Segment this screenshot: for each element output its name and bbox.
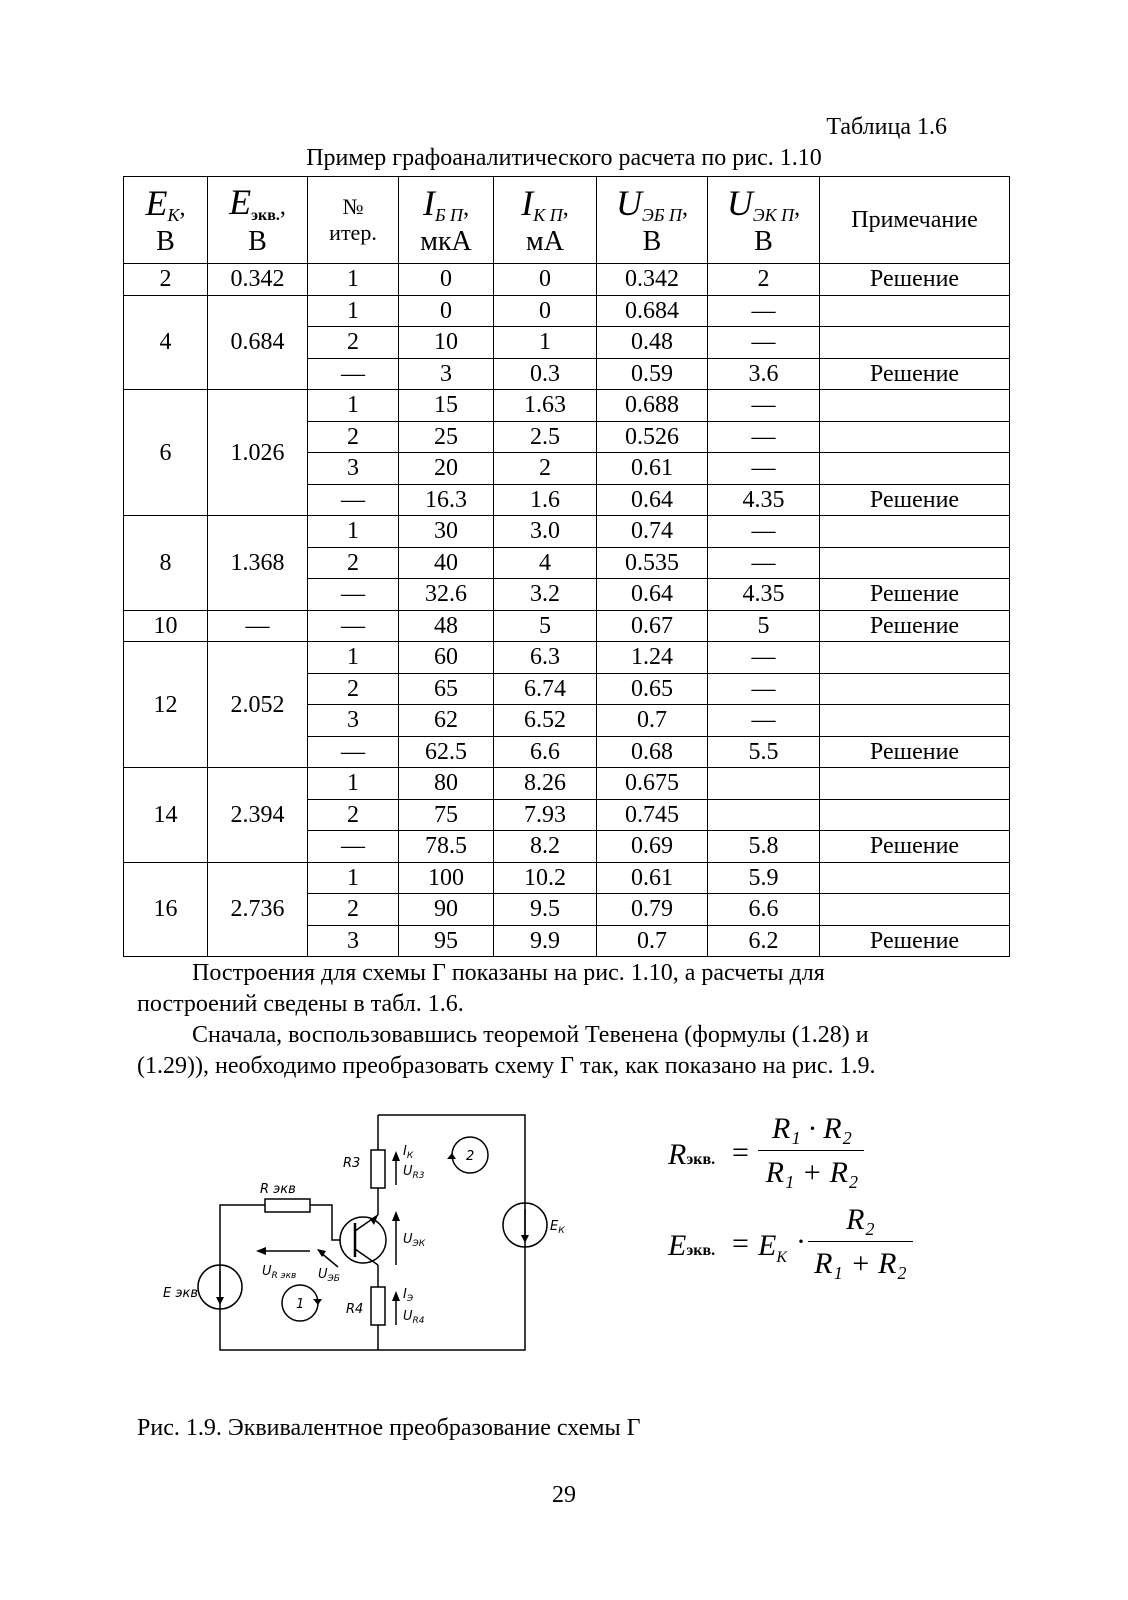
cell-note: Решение <box>820 579 1010 611</box>
cell-ek: 14 <box>124 768 208 863</box>
cell-iter: 1 <box>308 768 399 800</box>
cell-uek: 4.35 <box>708 579 820 611</box>
cell-ueb: 0.61 <box>597 862 708 894</box>
cell-ueb: 0.535 <box>597 547 708 579</box>
cell-uek: — <box>708 642 820 674</box>
cell-iter: — <box>308 484 399 516</box>
cell-note: Решение <box>820 925 1010 957</box>
cell-eekv: 0.684 <box>208 295 308 390</box>
cell-ik: 0.3 <box>494 358 597 390</box>
cell-ueb: 0.342 <box>597 264 708 296</box>
paragraph-1-line-2: построений сведены в табл. 1.6. <box>137 991 464 1017</box>
cell-eekv: 2.394 <box>208 768 308 863</box>
label-ek: $E_К$ <box>550 1219 565 1236</box>
table-row <box>124 862 1010 894</box>
header-ueb: $U_{ЭБ П}$, В <box>597 177 708 264</box>
cell-ik: 10.2 <box>494 862 597 894</box>
page-number: 29 <box>552 1482 576 1508</box>
label-urekv: $U_{R экв}$ <box>262 1264 297 1281</box>
cell-iter: — <box>308 579 399 611</box>
cell-eekv: 2.052 <box>208 642 308 768</box>
header-uek: $U_{ЭК П}$, В <box>708 177 820 264</box>
label-uek: $U_{ЭК}$ <box>403 1232 426 1249</box>
cell-ik: 1.6 <box>494 484 597 516</box>
cell-ueb: 0.69 <box>597 831 708 863</box>
formula-eekv: Eэкв. = $E_К$ · R₂ R₁ + R₂ <box>668 1203 918 1288</box>
cell-ik: 4 <box>494 547 597 579</box>
header-ik: $I_{К П}$, мА <box>494 177 597 264</box>
paragraph-1-line-1: Построения для схемы Г показаны на рис. 1.10, а расчеты для <box>192 960 825 986</box>
header-eekv: Eэкв., В <box>208 177 308 264</box>
cell-ib: 65 <box>399 673 494 705</box>
table-row <box>124 390 1010 422</box>
cell-ib: 0 <box>399 295 494 327</box>
cell-eekv: 0.342 <box>208 264 308 296</box>
cell-iter: 1 <box>308 642 399 674</box>
cell-iter: 2 <box>308 799 399 831</box>
cell-note <box>820 421 1010 453</box>
table-label: Таблица 1.6 <box>826 114 947 140</box>
figure-caption: Рис. 1.9. Эквивалентное преобразование схемы Г <box>137 1415 641 1441</box>
cell-eekv: 2.736 <box>208 862 308 957</box>
cell-iter: 2 <box>308 547 399 579</box>
label-ik: $I_К$ <box>403 1144 414 1161</box>
cell-uek: 5.5 <box>708 736 820 768</box>
cell-uek: 2 <box>708 264 820 296</box>
cell-note <box>820 642 1010 674</box>
cell-uek <box>708 799 820 831</box>
cell-uek: 6.2 <box>708 925 820 957</box>
cell-iter: 2 <box>308 421 399 453</box>
cell-iter: — <box>308 610 399 642</box>
paragraph-2-line-2: (1.29)), необходимо преобразовать схему Г так, как показано на рис. 1.9. <box>137 1053 876 1079</box>
cell-ib: 15 <box>399 390 494 422</box>
cell-ib: 75 <box>399 799 494 831</box>
cell-ueb: 0.675 <box>597 768 708 800</box>
cell-iter: — <box>308 831 399 863</box>
table-row <box>124 264 1010 296</box>
label-rekv: R экв <box>260 1182 296 1197</box>
cell-ueb: 0.684 <box>597 295 708 327</box>
label-r4: R4 <box>346 1302 364 1317</box>
cell-ik: 9.5 <box>494 894 597 926</box>
cell-ik: 3.2 <box>494 579 597 611</box>
cell-ek: 10 <box>124 610 208 642</box>
cell-ek: 8 <box>124 516 208 611</box>
label-ur4: $U_{R4}$ <box>403 1309 425 1326</box>
cell-note <box>820 894 1010 926</box>
cell-note <box>820 453 1010 485</box>
label-eekv: E экв <box>163 1286 198 1301</box>
table-row <box>124 516 1010 548</box>
cell-note: Решение <box>820 831 1010 863</box>
cell-iter: 2 <box>308 894 399 926</box>
cell-iter: 3 <box>308 925 399 957</box>
cell-ueb: 0.65 <box>597 673 708 705</box>
cell-ek: 16 <box>124 862 208 957</box>
cell-uek: 5 <box>708 610 820 642</box>
label-ie: $I_Э$ <box>403 1287 414 1304</box>
cell-ib: 25 <box>399 421 494 453</box>
cell-uek: — <box>708 453 820 485</box>
cell-ek: 2 <box>124 264 208 296</box>
cell-ib: 60 <box>399 642 494 674</box>
cell-ueb: 1.24 <box>597 642 708 674</box>
cell-uek: 5.8 <box>708 831 820 863</box>
cell-ueb: 0.59 <box>597 358 708 390</box>
cell-uek: — <box>708 705 820 737</box>
cell-note <box>820 327 1010 359</box>
cell-ueb: 0.67 <box>597 610 708 642</box>
cell-ib: 10 <box>399 327 494 359</box>
cell-ib: 90 <box>399 894 494 926</box>
cell-ik: 6.6 <box>494 736 597 768</box>
cell-ueb: 0.79 <box>597 894 708 926</box>
label-ueb: $U_{ЭБ}$ <box>318 1267 340 1284</box>
cell-ib: 62.5 <box>399 736 494 768</box>
cell-uek: — <box>708 390 820 422</box>
cell-iter: — <box>308 736 399 768</box>
cell-iter: 1 <box>308 390 399 422</box>
cell-eekv: 1.026 <box>208 390 308 516</box>
cell-note: Решение <box>820 358 1010 390</box>
cell-ik: 5 <box>494 610 597 642</box>
cell-ik: 8.26 <box>494 768 597 800</box>
cell-ueb: 0.526 <box>597 421 708 453</box>
cell-ek: 4 <box>124 295 208 390</box>
cell-iter: 1 <box>308 516 399 548</box>
cell-ik: 0 <box>494 264 597 296</box>
cell-ik: 9.9 <box>494 925 597 957</box>
cell-ueb: 0.64 <box>597 579 708 611</box>
cell-ib: 32.6 <box>399 579 494 611</box>
paragraph-2 <box>137 1020 997 1082</box>
header-note: Примечание <box>820 177 1010 264</box>
cell-ueb: 0.64 <box>597 484 708 516</box>
cell-iter: 2 <box>308 327 399 359</box>
cell-ueb: 0.48 <box>597 327 708 359</box>
paragraph-1 <box>137 958 997 1020</box>
cell-note <box>820 547 1010 579</box>
cell-ib: 95 <box>399 925 494 957</box>
header-ib: $I_{Б П}$, мкА <box>399 177 494 264</box>
cell-ik: 2.5 <box>494 421 597 453</box>
cell-ib: 3 <box>399 358 494 390</box>
cell-note: Решение <box>820 610 1010 642</box>
cell-uek: — <box>708 673 820 705</box>
table-header-row <box>124 177 1010 264</box>
cell-iter: 2 <box>308 673 399 705</box>
cell-ik: 3.0 <box>494 516 597 548</box>
cell-uek: 6.6 <box>708 894 820 926</box>
cell-ik: 0 <box>494 295 597 327</box>
cell-ik: 6.3 <box>494 642 597 674</box>
cell-ueb: 0.68 <box>597 736 708 768</box>
header-ek: $E_К$, В <box>124 177 208 264</box>
cell-ib: 0 <box>399 264 494 296</box>
cell-iter: — <box>308 358 399 390</box>
cell-uek: — <box>708 547 820 579</box>
cell-note <box>820 673 1010 705</box>
cell-ueb: 0.745 <box>597 799 708 831</box>
table-row <box>124 642 1010 674</box>
cell-ib: 16.3 <box>399 484 494 516</box>
cell-ik: 6.52 <box>494 705 597 737</box>
cell-ik: 7.93 <box>494 799 597 831</box>
cell-note <box>820 516 1010 548</box>
cell-ik: 8.2 <box>494 831 597 863</box>
table-row <box>124 295 1010 327</box>
cell-uek: 5.9 <box>708 862 820 894</box>
cell-ik: 6.74 <box>494 673 597 705</box>
cell-ib: 20 <box>399 453 494 485</box>
calculation-table <box>123 176 1010 957</box>
rekv-resistor <box>265 1199 310 1212</box>
label-ur3: $U_{R3}$ <box>403 1164 425 1181</box>
cell-note <box>820 768 1010 800</box>
r3-resistor <box>371 1150 385 1188</box>
cell-uek: — <box>708 295 820 327</box>
cell-note <box>820 295 1010 327</box>
cell-note <box>820 705 1010 737</box>
cell-ib: 100 <box>399 862 494 894</box>
label-loop-2: 2 <box>466 1149 475 1164</box>
cell-iter: 1 <box>308 862 399 894</box>
cell-uek: — <box>708 421 820 453</box>
cell-iter: 3 <box>308 705 399 737</box>
cell-ib: 30 <box>399 516 494 548</box>
cell-ueb: 0.74 <box>597 516 708 548</box>
table-row <box>124 610 1010 642</box>
cell-ib: 80 <box>399 768 494 800</box>
cell-ek: 6 <box>124 390 208 516</box>
cell-ik: 2 <box>494 453 597 485</box>
cell-ek: 12 <box>124 642 208 768</box>
r4-resistor <box>371 1287 385 1325</box>
cell-ib: 40 <box>399 547 494 579</box>
label-r3: R3 <box>343 1156 361 1171</box>
cell-ueb: 0.688 <box>597 390 708 422</box>
cell-ib: 62 <box>399 705 494 737</box>
cell-eekv: — <box>208 610 308 642</box>
cell-ik: 1 <box>494 327 597 359</box>
header-iter: № итер. <box>308 177 399 264</box>
label-loop-1: 1 <box>296 1297 305 1312</box>
cell-uek <box>708 768 820 800</box>
cell-note: Решение <box>820 484 1010 516</box>
cell-eekv: 1.368 <box>208 516 308 611</box>
cell-uek: — <box>708 516 820 548</box>
table-caption: Пример графоаналитического расчета по рис. 1.10 <box>306 145 822 171</box>
cell-note <box>820 390 1010 422</box>
cell-iter: 1 <box>308 295 399 327</box>
cell-note: Решение <box>820 264 1010 296</box>
cell-uek: — <box>708 327 820 359</box>
cell-ueb: 0.61 <box>597 453 708 485</box>
equivalent-circuit-diagram <box>160 1115 565 1365</box>
cell-note <box>820 799 1010 831</box>
table-row <box>124 768 1010 800</box>
cell-ib: 48 <box>399 610 494 642</box>
formula-rekv: Rэкв. = R₁ · R₂ R₁ + R₂ <box>668 1112 868 1192</box>
cell-iter: 3 <box>308 453 399 485</box>
cell-iter: 1 <box>308 264 399 296</box>
cell-uek: 4.35 <box>708 484 820 516</box>
cell-ib: 78.5 <box>399 831 494 863</box>
paragraph-2-line-1: Сначала, воспользовавшись теоремой Тевенена (формулы (1.28) и <box>192 1022 869 1048</box>
transistor-symbol <box>340 1217 386 1263</box>
cell-note: Решение <box>820 736 1010 768</box>
cell-ik: 1.63 <box>494 390 597 422</box>
cell-uek: 3.6 <box>708 358 820 390</box>
cell-note <box>820 862 1010 894</box>
cell-ueb: 0.7 <box>597 925 708 957</box>
cell-ueb: 0.7 <box>597 705 708 737</box>
